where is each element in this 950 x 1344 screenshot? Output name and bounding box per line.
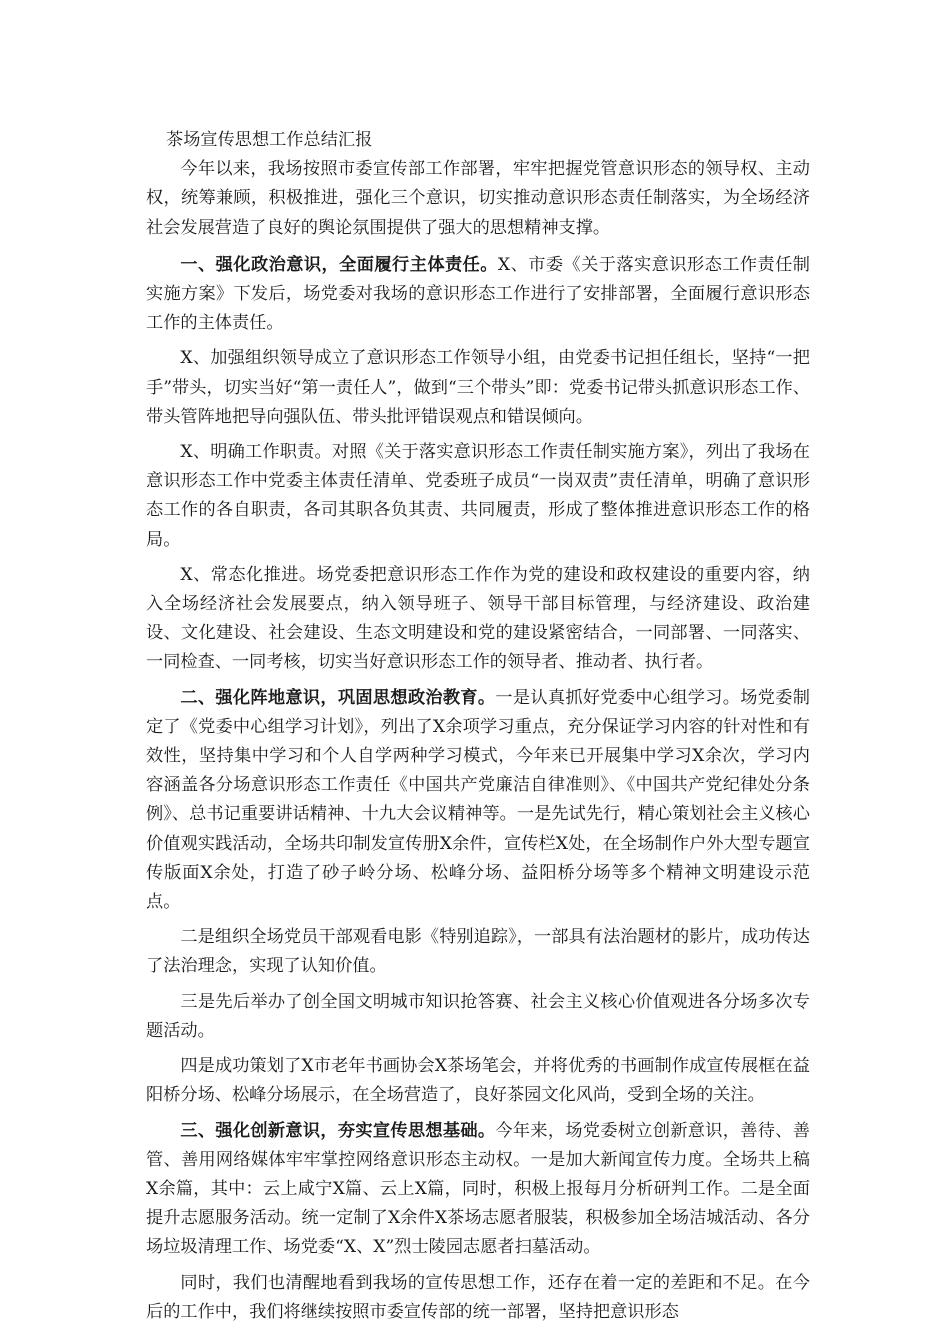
- document-page: [146, 126, 810, 1333]
- paragraph-2-2: [146, 923, 810, 981]
- paragraph-section-1: [146, 251, 810, 339]
- paragraph-text: 今年来，场党委树立创新意识，善待、善管、善用网络媒体牢牢掌控网络意识形态主动权。一是加大新闻宣传力度。全场共上稿X余篇，其中：云上咸宁X篇、云上X篇，同时，积极上报每月分析研判工作。二是全面提升志愿服务活动。统一定制了X余件X茶场志愿者服装，积极参加全场洁城活动、各分场垃圾清理工作、场党委“X、X”烈士陵园志愿者扫墓活动。: [146, 1120, 810, 1258]
- paragraph-intro: [146, 155, 810, 243]
- paragraph-text: 二是组织全场党员干部观看电影《特别追踪》，一部具有法治题材的影片，成功传达了法治理念，实现了认知价值。: [146, 927, 810, 977]
- paragraph-text: X、加强组织领导成立了意识形态工作领导小组，由党委书记担任组长，坚持“一把手”带头，切实当好“第一责任人”，做到“三个带头”即：党委书记带头抓意识形态工作、带头管阵地把导向强队伍、带头批评错误观点和错误倾向。: [146, 348, 810, 427]
- document-title: 茶场宣传思想工作总结汇报: [166, 130, 373, 150]
- paragraph-2-3: [146, 988, 810, 1046]
- paragraph-text: 同时，我们也清醒地看到我场的宣传思想工作，还存在着一定的差距和不足。在今后的工作中，我们将继续按照市委宣传部的统一部署，坚持把意识形态: [146, 1272, 810, 1322]
- paragraph-text: 今年以来，我场按照市委宣传部工作部署，牢牢把握党管意识形态的领导权、主动权，统筹兼顾，积极推进，强化三个意识，切实推动意识形态责任制落实，为全场经济社会发展营造了良好的舆论氛围提供了强大的思想精神支撑。: [146, 159, 810, 238]
- paragraph-1-3: [146, 561, 810, 678]
- paragraph-section-3: [146, 1117, 810, 1263]
- paragraph-text: 三是先后举办了创全国文明城市知识抢答赛、社会主义核心价值观进各分场多次专题活动。: [146, 991, 810, 1041]
- section-heading: 一、强化政治意识，全面履行主体责任。: [180, 254, 498, 275]
- paragraph-1-2: [146, 438, 810, 555]
- paragraph-text: X、市委《关于落实意识形态工作责任制实施方案》下发后，场党委对我场的意识形态工作进行了安排部署，全面履行意识形态工作的主体责任。: [146, 254, 810, 334]
- paragraph-1-1: [146, 344, 810, 432]
- section-heading: 三、强化创新意识，夯实宣传思想基础。: [180, 1120, 496, 1141]
- paragraph-text: X、明确工作职责。对照《关于落实意识形态工作责任制实施方案》，列出了我场在意识形态工作中党委主体责任清单、党委班子成员“一岗双责”责任清单，明确了意识形态工作的各自职责，各司其职各负其责、共同履责，形成了整体推进意识形态工作的格局。: [146, 442, 810, 550]
- paragraph-2-4: [146, 1052, 810, 1110]
- paragraph-section-2: [146, 684, 810, 918]
- section-heading: 二、强化阵地意识，巩固思想政治教育。: [180, 687, 496, 708]
- paragraph-text: X、常态化推进。场党委把意识形态工作作为党的建设和政权建设的重要内容，纳入全场经济社会发展要点，纳入领导班子、领导干部目标管理，与经济建设、政治建设、文化建设、社会建设、生态文明建设和党的建设紧密结合，一同部署、一同落实、一同检查、一同考核，切实当好意识形态工作的领导者、推动者、执行者。: [146, 564, 810, 673]
- paragraph-conclusion: [146, 1269, 810, 1327]
- paragraph-text: 一是认真抓好党委中心组学习。场党委制定了《党委中心组学习计划》，列出了X余项学习重点，充分保证学习内容的针对性和有效性，坚持集中学习和个人自学两种学习模式，今年来已开展集中学习X余次，学习内容涵盖各分场意识形态工作责任《中国共产党廉洁自律准则》、《中国共产党纪律处分条例》、总书记重要讲话精神、十九大会议精神等。一是先试先行，精心策划社会主义核心价值观实践活动，全场共印制发宣传册X余件，宣传栏X处，在全场制作户外大型专题宣传版面X余处，打造了砂子岭分场、松峰分场、益阳桥分场等多个精神文明建设示范点。: [146, 687, 810, 913]
- paragraph-text: 四是成功策划了X市老年书画协会X茶场笔会，并将优秀的书画制作成宣传展框在益阳桥分场、松峰分场展示，在全场营造了，良好茶园文化风尚，受到全场的关注。: [146, 1056, 810, 1106]
